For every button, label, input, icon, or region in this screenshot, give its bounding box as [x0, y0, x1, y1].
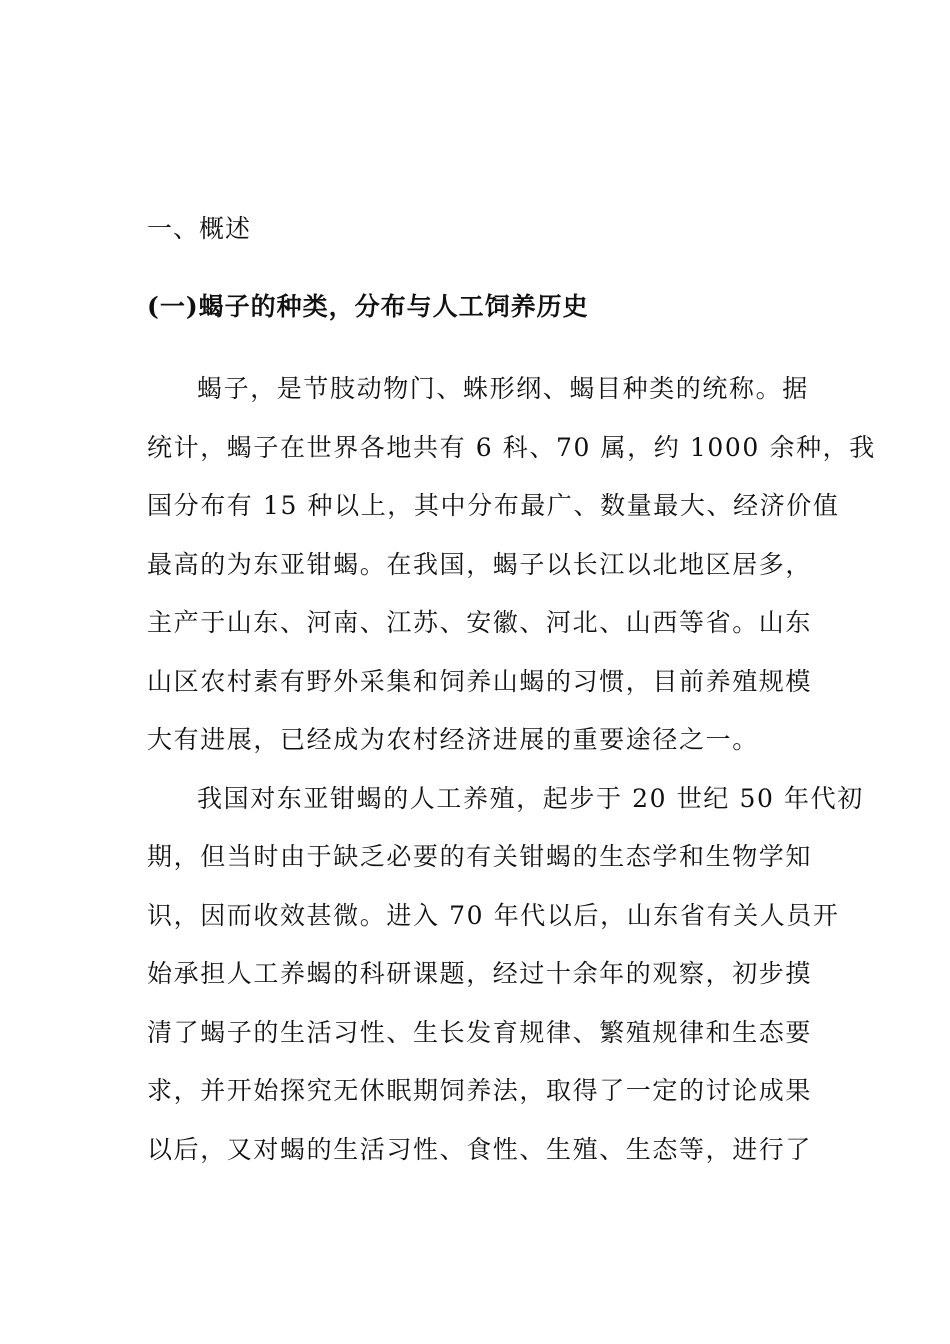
text-line: 最高的为东亚钳蝎。在我国，蝎子以长江以北地区居多， [147, 549, 813, 579]
section-title: 一、概述 [147, 214, 252, 243]
text-line: 主产于山东、河南、江苏、安徽、河北、山西等省。山东 [147, 608, 813, 637]
text-line: 国分布有 15 种以上，其中分布最广、数量最大、经济价值 [147, 491, 840, 520]
sub-heading: (一)蝎子的种类，分布与人工饲养历史 [147, 292, 589, 321]
text-line: 清了蝎子的生活习性、生长发育规律、繁殖规律和生态要 [147, 1017, 813, 1047]
text-line: 蝎子，是节肢动物门、蛛形纲、蝎目种类的统称。据 [197, 374, 809, 403]
body-text [147, 366, 876, 1185]
text-line: 我国对东亚钳蝎的人工养殖，起步于 20 世纪 50 年代初 [197, 783, 864, 813]
text-line: 求，并开始探究无休眠期饲养法，取得了一定的讨论成果 [147, 1076, 813, 1105]
text-line: 山区农村素有野外采集和饲养山蝎的习惯，目前养殖规模 [147, 666, 813, 696]
text-line: 始承担人工养蝎的科研课题，经过十余年的观察，初步摸 [147, 959, 813, 988]
text-line: 以后，又对蝎的生活习性、食性、生殖、生态等，进行了 [147, 1134, 813, 1164]
text-line: 识，因而收效甚微。进入 70 年代以后，山东省有关人员开 [147, 900, 840, 930]
text-line: 大有进展，已经成为农村经济进展的重要途径之一。 [147, 725, 759, 754]
text-line: 期，但当时由于缺乏必要的有关钳蝎的生态学和生物学知 [147, 842, 813, 871]
text-line: 统计，蝎子在世界各地共有 6 科、70 属，约 1000 余种，我 [147, 432, 876, 462]
